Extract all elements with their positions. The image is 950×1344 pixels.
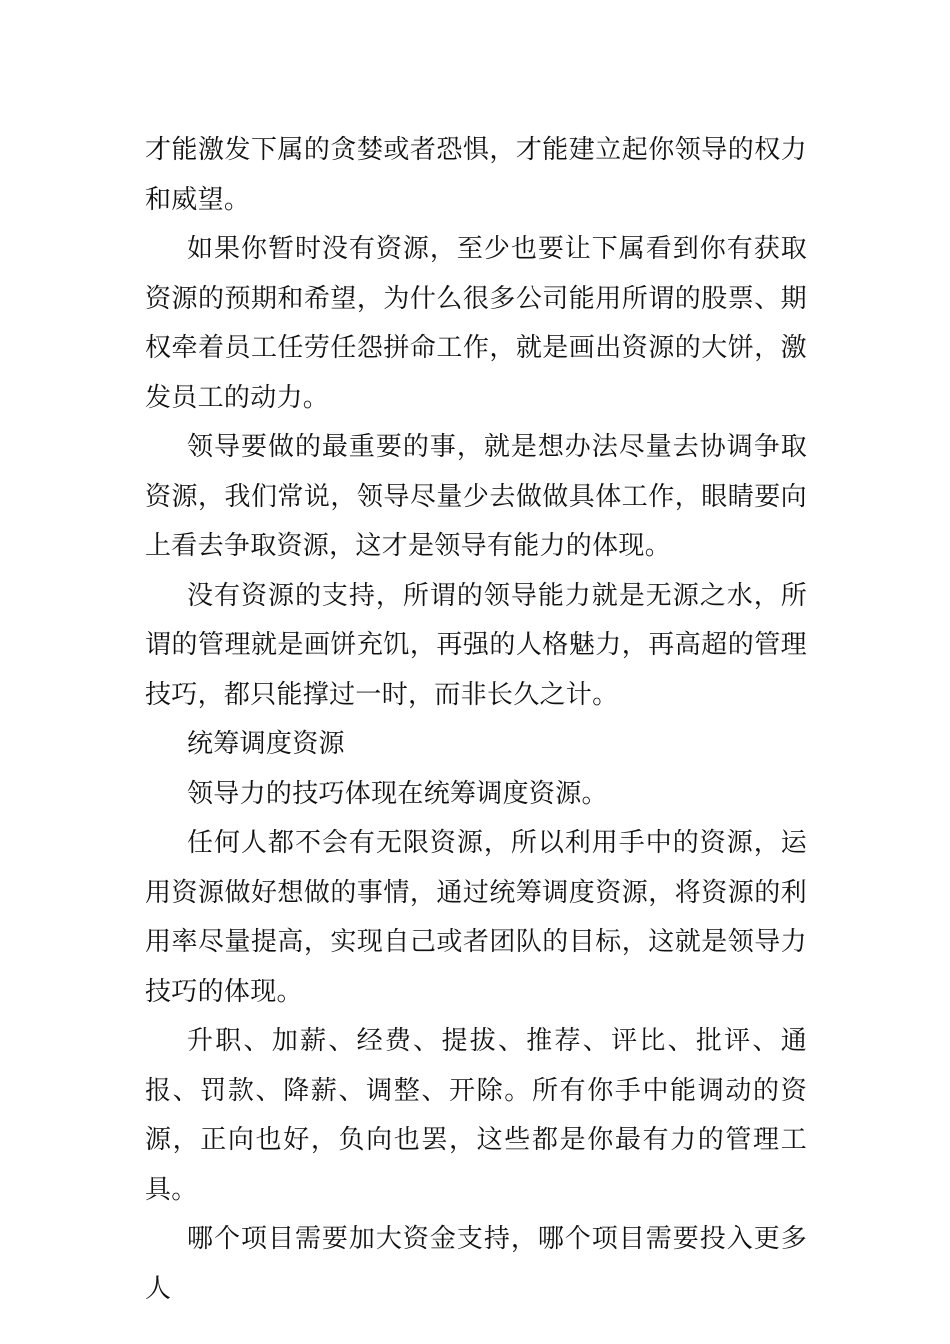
- paragraph-resource-expectation: 如果你暂时没有资源，至少也要让下属看到你有获取资源的预期和希望，为什么很多公司能用所谓的股票、期权牵着员工任劳任怨拼命工作，就是画出资源的大饼，激发员工的动力。: [145, 234, 807, 413]
- paragraph-leadership-skill: 领导力的技巧体现在统筹调度资源。: [187, 778, 608, 809]
- paragraph-continuation: 才能激发下属的贪婪或者恐惧，才能建立起你领导的权力和威望。: [145, 135, 807, 215]
- document-body: [145, 126, 807, 1314]
- paragraph-management-tools: 升职、加薪、经费、提拔、推荐、评比、批评、通报、罚款、降薪、调整、开除。所有你手中能调动的资源，正向也好，负向也罢，这些都是你最有力的管理工具。: [145, 1026, 807, 1205]
- paragraph-limited-resources: 任何人都不会有无限资源，所以利用手中的资源，运用资源做好想做的事情，通过统筹调度资源，将资源的利用率尽量提高，实现自己或者团队的目标，这就是领导力技巧的体现。: [145, 828, 807, 1007]
- paragraph-resource-support: 没有资源的支持，所谓的领导能力就是无源之水，所谓的管理就是画饼充饥，再强的人格魅力，再高超的管理技巧，都只能撑过一时，而非长久之计。: [145, 580, 807, 710]
- section-heading: 统筹调度资源: [187, 729, 345, 759]
- paragraph-leader-priority: 领导要做的最重要的事，就是想办法尽量去协调争取资源，我们常说，领导尽量少去做做具体工作，眼睛要向上看去争取资源，这才是领导有能力的体现。: [145, 432, 807, 561]
- paragraph-project-allocation: 哪个项目需要加大资金支持，哪个项目需要投入更多人: [145, 1224, 807, 1304]
